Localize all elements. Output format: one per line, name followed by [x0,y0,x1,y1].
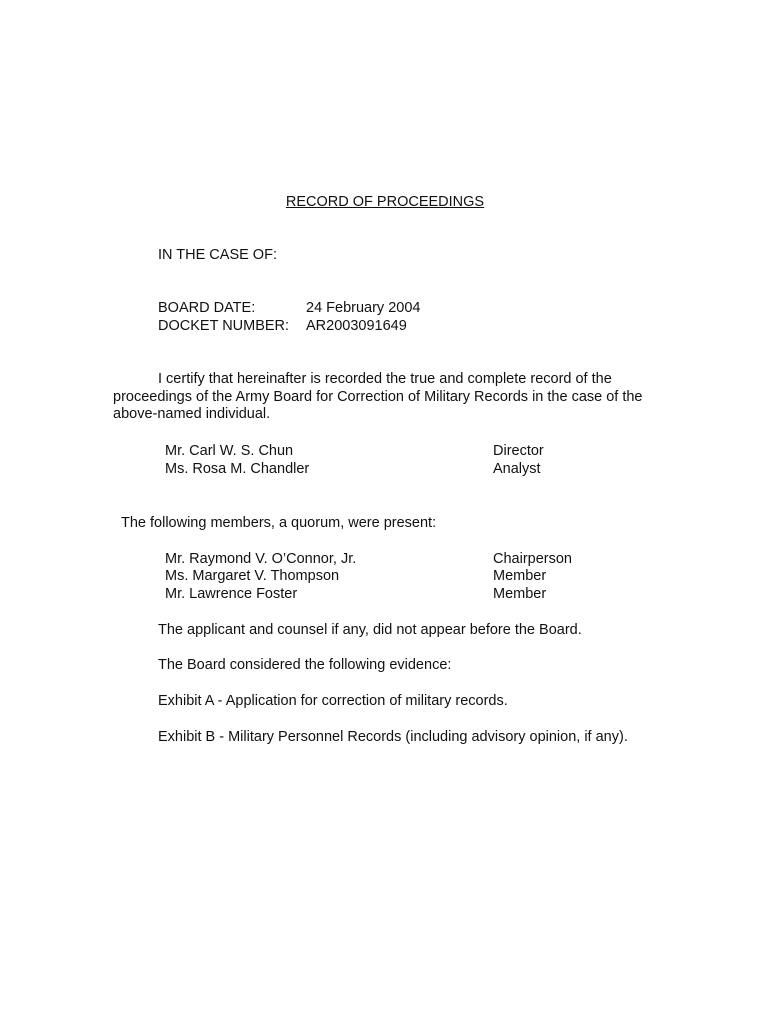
staff-row [165,442,665,460]
appearance-statement: The applicant and counsel if any, did not appear before the Board. [158,622,582,638]
member-role: Chairperson [493,551,572,567]
quorum-statement: The following members, a quorum, were present: [121,515,437,531]
member-name: Mr. Lawrence Foster [165,586,298,602]
member-row [165,567,665,585]
staff-name: Mr. Carl W. S. Chun [165,443,294,459]
staff-role: Director [493,443,544,459]
board-date-value: 24 February 2004 [306,300,421,316]
staff-row [165,460,665,478]
staff-name: Ms. Rosa M. Chandler [165,461,310,477]
board-date-label: BOARD DATE: [158,300,256,316]
member-row [165,550,665,568]
certification-text: I certify that hereinafter is recorded the true and complete record of the proceedings of the Army Board for Correction of Military Records in the case of the above-named individual. [113,371,643,422]
exhibit-item: Exhibit A - Application for correction of military records. [158,693,508,709]
member-row [165,585,665,603]
member-name: Ms. Margaret V. Thompson [165,568,340,584]
member-role: Member [493,568,547,584]
certification-paragraph [113,371,653,424]
staff-role: Analyst [493,461,541,477]
member-name: Mr. Raymond V. O’Connor, Jr. [165,551,357,567]
docket-number-label: DOCKET NUMBER: [158,318,290,334]
exhibit-item: Exhibit B - Military Personnel Records (including advisory opinion, if any). [158,729,628,745]
case-of-label: IN THE CASE OF: [158,247,277,263]
docket-number-value: AR2003091649 [306,318,407,334]
document-title: RECORD OF PROCEEDINGS [285,194,485,210]
member-role: Member [493,586,547,602]
evidence-intro: The Board considered the following evidence: [158,657,452,673]
